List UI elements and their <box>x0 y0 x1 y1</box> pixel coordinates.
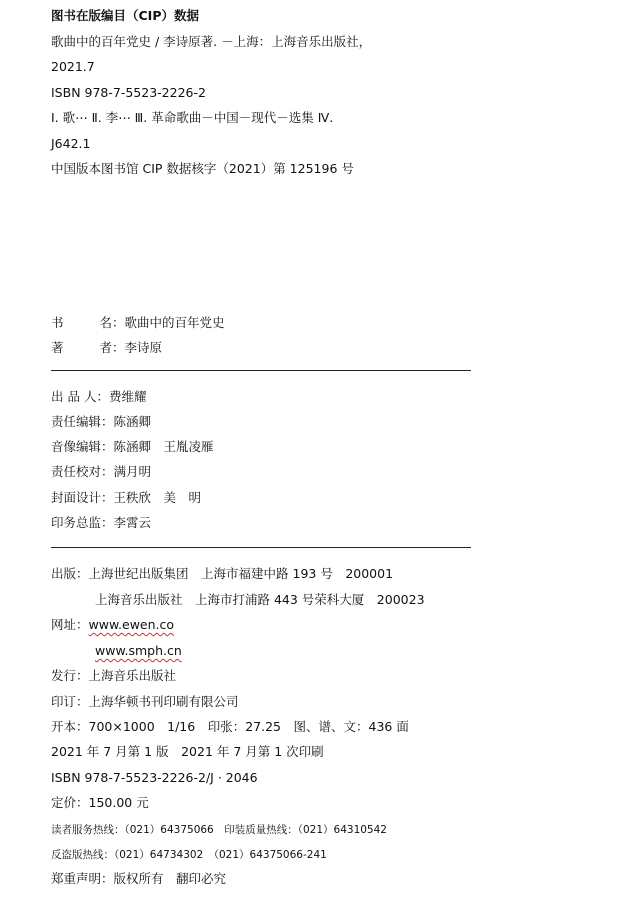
copyright-notice: 郑重声明：版权所有 翻印必究 <box>51 871 227 886</box>
staff-label: 音像编辑： <box>51 439 114 454</box>
staff-value: 王秩欣 美 明 <box>113 490 202 505</box>
printer: 印订：上海华顿书刊印刷有限公司 <box>51 694 239 709</box>
cip-line-3: ISBN 978-7-5523-2226-2 <box>51 85 206 100</box>
website-label: 网址： <box>51 617 89 632</box>
cip-line-1: 歌曲中的百年党史 / 李诗原著. －上海：上海音乐出版社， <box>51 34 372 49</box>
staff-value: 陈涵卿 王胤凌雁 <box>113 439 214 454</box>
book-title-label-a: 书 <box>51 315 64 330</box>
format: 开本：700×1000 1/16 印张：27.25 图、谱、文：436 面 <box>51 719 409 734</box>
staff-label: 责任校对： <box>51 464 114 479</box>
edition: 2021 年 7 月第 1 版 2021 年 7 月第 1 次印刷 <box>51 744 324 759</box>
staff-label: 责任编辑： <box>51 414 114 429</box>
staff-row <box>51 464 151 480</box>
cip-line-5: J642.1 <box>51 136 91 151</box>
book-title-row <box>51 315 225 331</box>
staff-label: 封面设计： <box>51 490 114 505</box>
publisher-line-1: 上海世纪出版集团 上海市福建中路 193 号 200001 <box>88 566 394 581</box>
cip-line-6: 中国版本图书馆 CIP 数据核字（2021）第 125196 号 <box>51 161 354 176</box>
website-row <box>51 617 174 633</box>
price: 定价：150.00 元 <box>51 795 149 810</box>
website-link-1[interactable]: www.ewen.co <box>88 617 175 632</box>
book-author-label-b: 者： <box>99 340 125 355</box>
publisher-row <box>51 566 393 582</box>
website-link-2[interactable]: www.smph.cn <box>95 643 182 658</box>
cip-title: 图书在版编目（CIP）数据 <box>51 8 199 23</box>
staff-value: 费维耀 <box>108 389 147 404</box>
book-author-row <box>51 340 162 356</box>
publisher-line-2: 上海音乐出版社 上海市打浦路 443 号荣科大厦 200023 <box>95 592 425 607</box>
staff-value: 陈涵卿 <box>113 414 152 429</box>
divider-bottom <box>51 547 471 548</box>
staff-label: 印务总监： <box>51 515 114 530</box>
distributor: 发行：上海音乐出版社 <box>51 668 177 683</box>
staff-row <box>51 414 151 430</box>
staff-value: 满月明 <box>113 464 152 479</box>
staff-label: 出 品 人： <box>51 389 109 404</box>
staff-row <box>51 490 201 506</box>
staff-row <box>51 389 146 405</box>
publisher-label: 出版： <box>51 566 89 581</box>
divider-top <box>51 370 471 371</box>
book-title-label-b: 名： <box>99 315 125 330</box>
website-row-2 <box>95 643 182 659</box>
staff-row <box>51 439 214 455</box>
book-author-value: 李诗原 <box>124 340 163 355</box>
cip-line-4: Ⅰ. 歌⋯ Ⅱ. 李⋯ Ⅲ. 革命歌曲－中国－现代－选集 Ⅳ. <box>51 110 334 125</box>
staff-row <box>51 515 151 531</box>
antipiracy-hotline: 反盗版热线：（021）64734302 （021）64375066-241 <box>51 849 327 861</box>
isbn-full: ISBN 978-7-5523-2226-2/J · 2046 <box>51 770 258 785</box>
service-hotline: 读者服务热线：（021）64375066 印装质量热线：（021）64310542 <box>51 824 387 836</box>
staff-value: 李霄云 <box>113 515 152 530</box>
book-title-value: 歌曲中的百年党史 <box>124 315 225 330</box>
book-author-label-a: 著 <box>51 340 64 355</box>
cip-line-2: 2021.7 <box>51 59 95 74</box>
